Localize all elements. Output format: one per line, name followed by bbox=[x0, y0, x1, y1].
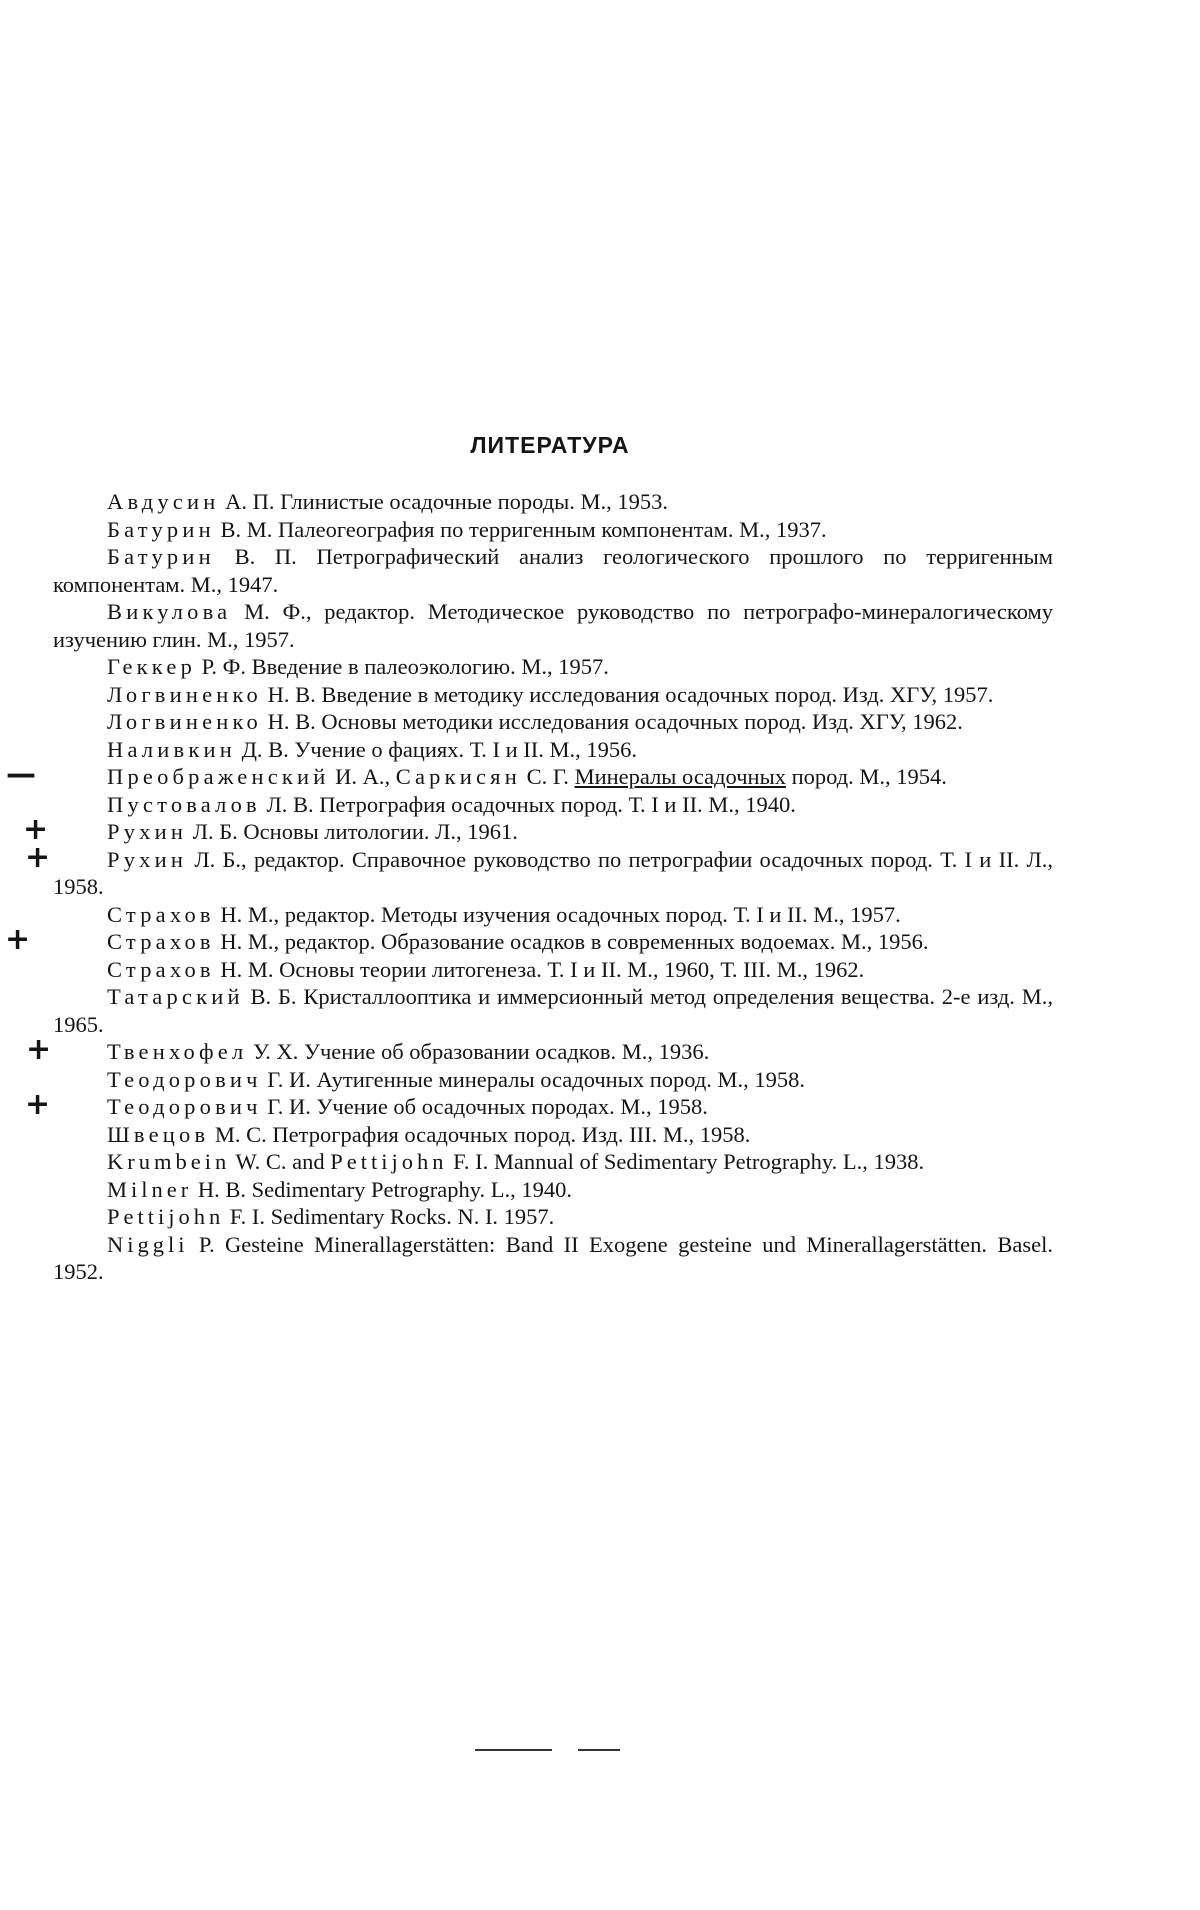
reference-entry bbox=[53, 1038, 1053, 1066]
reference-entry bbox=[53, 681, 1053, 709]
reference-text: H. B. Sedimentary Petrography. L., 1940. bbox=[192, 1177, 572, 1202]
reference-entry bbox=[53, 983, 1053, 1038]
reference-entry bbox=[53, 1203, 1053, 1231]
reference-entry bbox=[53, 901, 1053, 929]
reference-text: В. П. Петрографический анализ геологического прошлого по терригенным компонентам. М., 1947. bbox=[53, 544, 1053, 597]
reference-author: Страхов bbox=[107, 957, 215, 982]
reference-author: Теодорович bbox=[107, 1067, 262, 1092]
reference-author: Твенхофел bbox=[107, 1039, 247, 1064]
reference-author: Авдусин bbox=[107, 489, 219, 514]
reference-entry bbox=[53, 928, 1053, 956]
reference-text: Р. Ф. Введение в палеоэкологию. М., 1957. bbox=[196, 654, 609, 679]
reference-text: В. Б. Кристаллооптика и иммерсионный метод определения вещества. 2-е изд. М., 1965. bbox=[53, 984, 1053, 1037]
footer-rule bbox=[475, 1749, 552, 1751]
reference-entry bbox=[53, 1148, 1053, 1176]
reference-author: Логвиненко bbox=[107, 682, 262, 707]
margin-cross-mark-icon: + bbox=[25, 843, 50, 873]
reference-author: Milner bbox=[107, 1177, 192, 1202]
reference-text: В. М. Палеогеография по терригенным компонентам. М., 1937. bbox=[215, 517, 827, 542]
reference-entry bbox=[53, 791, 1053, 819]
reference-text: Н. М. Основы теории литогенеза. Т. I и II. М., 1960, Т. III. М., 1962. bbox=[215, 957, 865, 982]
margin-cross-mark-icon: + bbox=[26, 1035, 51, 1065]
reference-text: У. Х. Учение об образовании осадков. М., 1936. bbox=[247, 1039, 709, 1064]
reference-author: Швецов bbox=[107, 1122, 209, 1147]
reference-text: Г. И. Аутигенные минералы осадочных пород. М., 1958. bbox=[262, 1067, 805, 1092]
reference-text: F. I. Sedimentary Rocks. N. I. 1957. bbox=[224, 1204, 554, 1229]
reference-author: Батурин bbox=[107, 517, 215, 542]
reference-entry bbox=[53, 818, 1053, 846]
reference-text: Н. М., редактор. Образование осадков в современных водоемах. М., 1956. bbox=[215, 929, 929, 954]
reference-text: С. Г. bbox=[521, 764, 575, 789]
reference-entry bbox=[53, 598, 1053, 653]
reference-entry bbox=[53, 1231, 1053, 1286]
reference-author: Страхов bbox=[107, 929, 215, 954]
reference-text: W. C. and bbox=[230, 1149, 330, 1174]
reference-text: F. I. Mannual of Sedimentary Petrography. L., 1938. bbox=[448, 1149, 925, 1174]
reference-text: Н. В. Основы методики исследования осадочных пород. Изд. ХГУ, 1962. bbox=[262, 709, 963, 734]
reference-author: Батурин bbox=[107, 544, 215, 569]
reference-entry bbox=[53, 653, 1053, 681]
reference-text: пород. М., 1954. bbox=[786, 764, 947, 789]
reference-entry bbox=[53, 1066, 1053, 1094]
reference-text: Л. В. Петрография осадочных пород. Т. I и II. М., 1940. bbox=[261, 792, 796, 817]
reference-author: Логвиненко bbox=[107, 709, 262, 734]
reference-author: Krumbein bbox=[107, 1149, 230, 1174]
reference-entry bbox=[53, 1176, 1053, 1204]
reference-text: И. А., bbox=[330, 764, 396, 789]
reference-text: Г. И. Учение об осадочных породах. М., 1958. bbox=[262, 1094, 708, 1119]
reference-author: Niggli bbox=[107, 1232, 189, 1257]
reference-author: Татарский bbox=[107, 984, 244, 1009]
reference-entry bbox=[53, 543, 1053, 598]
reference-author: Страхов bbox=[107, 902, 215, 927]
reference-entry bbox=[53, 956, 1053, 984]
reference-entry bbox=[53, 1121, 1053, 1149]
reference-entry bbox=[53, 516, 1053, 544]
reference-entry bbox=[53, 1093, 1053, 1121]
reference-entry bbox=[53, 488, 1053, 516]
reference-author: Pettijohn bbox=[330, 1149, 447, 1174]
reference-author: Наливкин bbox=[107, 737, 236, 762]
margin-cross-mark-icon: + bbox=[25, 1090, 50, 1120]
margin-cross-mark-icon: + bbox=[5, 925, 30, 955]
reference-author: Саркисян bbox=[396, 764, 521, 789]
reference-author: Геккер bbox=[107, 654, 196, 679]
reference-list bbox=[53, 488, 1053, 1286]
book-page bbox=[0, 0, 1200, 1910]
reference-text: Н. В. Введение в методику исследования осадочных пород. Изд. ХГУ, 1957. bbox=[262, 682, 993, 707]
reference-author: Pettijohn bbox=[107, 1204, 224, 1229]
reference-text: Л. Б., редактор. Справочное руководство по петрографии осадочных пород. Т. I и II. Л., 1958. bbox=[53, 847, 1053, 900]
reference-text: А. П. Глинистые осадочные породы. М., 1953. bbox=[219, 489, 668, 514]
reference-text: Н. М., редактор. Методы изучения осадочных пород. Т. I и II. М., 1957. bbox=[215, 902, 901, 927]
reference-text: М. С. Петрография осадочных пород. Изд. III. М., 1958. bbox=[209, 1122, 750, 1147]
reference-author: Преображенский bbox=[107, 764, 330, 789]
underlined-text: Минералы осадочных bbox=[575, 764, 786, 789]
footer-rule bbox=[578, 1749, 620, 1751]
reference-text: М. Ф., редактор. Методическое руководство по петрографо-минералогическому изучению глин. М., 1957. bbox=[53, 599, 1053, 652]
page-title: ЛИТЕРАТУРА bbox=[0, 432, 1100, 459]
reference-author: Рухин bbox=[107, 847, 187, 872]
margin-dash-mark-icon: — bbox=[6, 760, 36, 790]
reference-author: Рухин bbox=[107, 819, 187, 844]
reference-entry bbox=[53, 846, 1053, 901]
reference-author: Теодорович bbox=[107, 1094, 262, 1119]
margin-cross-mark-icon: + bbox=[23, 815, 48, 845]
reference-author: Пустовалов bbox=[107, 792, 261, 817]
reference-text: P. Gesteine Minerallagerstätten: Band II Exogene gesteine und Minerallagerstätten. Basel. 1952. bbox=[53, 1232, 1053, 1285]
reference-entry bbox=[53, 736, 1053, 764]
reference-text: Л. Б. Основы литологии. Л., 1961. bbox=[187, 819, 518, 844]
reference-author: Викулова bbox=[107, 599, 231, 624]
reference-entry bbox=[53, 708, 1053, 736]
reference-entry bbox=[53, 763, 1053, 791]
reference-text: Д. В. Учение о фациях. Т. I и II. М., 1956. bbox=[236, 737, 637, 762]
